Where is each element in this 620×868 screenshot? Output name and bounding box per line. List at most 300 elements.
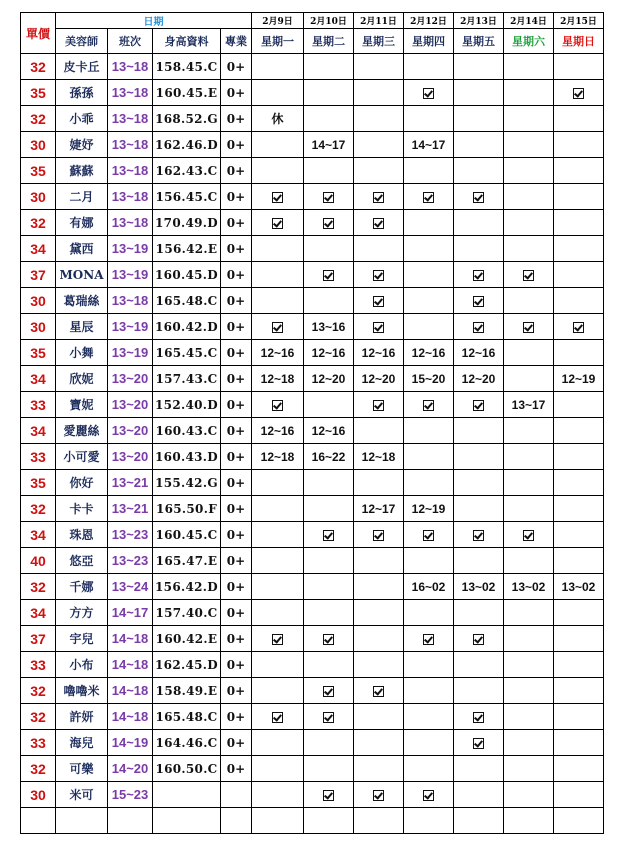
checkbox-cell — [304, 678, 354, 704]
day-slot-cell: 16~02 — [404, 574, 454, 600]
stylist-name-cell: 米可 — [56, 782, 108, 808]
price-cell: 33 — [21, 392, 56, 418]
weekday-tue: 星期二 — [304, 29, 354, 54]
stylist-name-cell: 葛瑞絲 — [56, 288, 108, 314]
day-slot-cell: 12~16 — [252, 418, 304, 444]
checked-box-icon — [473, 400, 484, 411]
checked-box-icon — [323, 712, 334, 723]
shift-cell: 13~18 — [108, 54, 153, 80]
shift-cell: 13~24 — [108, 574, 153, 600]
day-slot-cell — [304, 496, 354, 522]
spec-cell: 0+ — [221, 262, 252, 288]
table-row — [21, 262, 604, 288]
day-slot-cell — [404, 158, 454, 184]
price-cell: 30 — [21, 314, 56, 340]
height-cell: 156.42.D — [153, 574, 221, 600]
table-row — [21, 80, 604, 106]
checked-box-icon — [473, 270, 484, 281]
price-cell: 32 — [21, 574, 56, 600]
checkbox-cell — [454, 288, 504, 314]
col-header-spec: 專業 — [221, 29, 252, 54]
checked-box-icon — [573, 88, 584, 99]
table-row — [21, 210, 604, 236]
table-row — [21, 106, 604, 132]
price-cell: 33 — [21, 652, 56, 678]
height-cell: 162.46.D — [153, 132, 221, 158]
price-cell: 35 — [21, 158, 56, 184]
day-slot-cell — [404, 262, 454, 288]
checked-box-icon — [323, 270, 334, 281]
day-slot-cell — [554, 600, 604, 626]
date-header: 日期 — [56, 13, 252, 29]
day-slot-cell — [404, 730, 454, 756]
table-row — [21, 548, 604, 574]
day-slot-cell — [252, 652, 304, 678]
height-cell: 165.48.C — [153, 288, 221, 314]
day-slot-cell — [504, 704, 554, 730]
checkbox-cell — [454, 704, 504, 730]
table-row — [21, 184, 604, 210]
shift-cell: 14~18 — [108, 626, 153, 652]
checked-box-icon — [473, 192, 484, 203]
height-cell: 156.42.E — [153, 236, 221, 262]
height-cell: 157.43.C — [153, 366, 221, 392]
stylist-name-cell: 寶妮 — [56, 392, 108, 418]
checkbox-cell — [304, 782, 354, 808]
date-sat: 2月14日 — [504, 13, 554, 29]
price-cell: 34 — [21, 236, 56, 262]
day-slot-cell — [504, 756, 554, 782]
empty-cell — [108, 808, 153, 834]
checked-box-icon — [272, 322, 283, 333]
day-slot-cell — [404, 236, 454, 262]
checkbox-cell — [504, 262, 554, 288]
day-slot-cell: 12~16 — [354, 340, 404, 366]
day-slot-cell — [454, 418, 504, 444]
day-slot-cell — [404, 106, 454, 132]
day-slot-cell — [252, 522, 304, 548]
day-slot-cell — [554, 418, 604, 444]
stylist-name-cell: 珠恩 — [56, 522, 108, 548]
checkbox-cell — [304, 704, 354, 730]
price-cell: 32 — [21, 678, 56, 704]
day-slot-cell — [554, 210, 604, 236]
day-slot-cell — [504, 158, 554, 184]
weekday-thu: 星期四 — [404, 29, 454, 54]
day-slot-cell — [252, 678, 304, 704]
day-slot-cell — [504, 730, 554, 756]
day-slot-cell: 12~20 — [454, 366, 504, 392]
spec-cell: 0+ — [221, 678, 252, 704]
stylist-name-cell: 嚕嚕米 — [56, 678, 108, 704]
day-slot-cell — [454, 678, 504, 704]
day-slot-cell — [354, 756, 404, 782]
checked-box-icon — [373, 790, 384, 801]
checked-box-icon — [323, 790, 334, 801]
price-cell: 35 — [21, 340, 56, 366]
day-slot-cell: 12~19 — [554, 366, 604, 392]
day-slot-cell — [554, 548, 604, 574]
price-cell: 33 — [21, 730, 56, 756]
day-slot-cell — [252, 80, 304, 106]
checkbox-cell — [404, 184, 454, 210]
checked-box-icon — [323, 634, 334, 645]
stylist-name-cell: 愛麗絲 — [56, 418, 108, 444]
stylist-name-cell: 你好 — [56, 470, 108, 496]
day-slot-cell: 13~17 — [504, 392, 554, 418]
shift-cell: 13~19 — [108, 340, 153, 366]
day-slot-cell — [354, 54, 404, 80]
price-cell: 32 — [21, 756, 56, 782]
day-slot-cell — [354, 80, 404, 106]
spec-cell: 0+ — [221, 158, 252, 184]
spec-cell: 0+ — [221, 236, 252, 262]
day-slot-cell — [404, 704, 454, 730]
checkbox-cell — [252, 626, 304, 652]
checkbox-cell — [354, 314, 404, 340]
shift-cell: 13~23 — [108, 548, 153, 574]
checked-box-icon — [272, 712, 283, 723]
day-slot-cell — [304, 158, 354, 184]
table-row — [21, 496, 604, 522]
day-slot-cell — [554, 782, 604, 808]
spec-cell: 0+ — [221, 652, 252, 678]
day-slot-cell — [252, 756, 304, 782]
day-slot-cell — [554, 626, 604, 652]
shift-cell: 13~19 — [108, 314, 153, 340]
day-slot-cell — [504, 418, 554, 444]
table-row — [21, 340, 604, 366]
price-cell: 34 — [21, 366, 56, 392]
checked-box-icon — [272, 192, 283, 203]
day-slot-cell — [454, 756, 504, 782]
spec-cell: 0+ — [221, 106, 252, 132]
price-cell: 40 — [21, 548, 56, 574]
height-cell: 165.48.C — [153, 704, 221, 730]
height-cell: 162.45.D — [153, 652, 221, 678]
checkbox-cell — [354, 392, 404, 418]
weekday-sat: 星期六 — [504, 29, 554, 54]
day-slot-cell — [504, 600, 554, 626]
price-cell: 30 — [21, 184, 56, 210]
stylist-name-cell: 小舞 — [56, 340, 108, 366]
table-row — [21, 652, 604, 678]
day-slot-cell — [554, 236, 604, 262]
spec-cell: 0+ — [221, 418, 252, 444]
checked-box-icon — [473, 738, 484, 749]
checkbox-cell — [454, 730, 504, 756]
day-slot-cell — [504, 132, 554, 158]
spec-cell: 0+ — [221, 210, 252, 236]
day-slot-cell — [504, 652, 554, 678]
price-cell: 32 — [21, 704, 56, 730]
day-slot-cell — [454, 54, 504, 80]
checked-box-icon — [373, 270, 384, 281]
checked-box-icon — [373, 686, 384, 697]
day-slot-cell — [252, 782, 304, 808]
day-slot-cell — [554, 522, 604, 548]
header-row-labels — [21, 29, 604, 54]
spec-cell: 0+ — [221, 496, 252, 522]
shift-cell: 13~18 — [108, 106, 153, 132]
day-slot-cell: 16~22 — [304, 444, 354, 470]
spec-cell: 0+ — [221, 600, 252, 626]
day-slot-cell: 12~16 — [404, 340, 454, 366]
checkbox-cell — [304, 210, 354, 236]
day-slot-cell — [252, 496, 304, 522]
day-slot-cell — [504, 626, 554, 652]
price-cell: 32 — [21, 210, 56, 236]
table-row — [21, 236, 604, 262]
table-row — [21, 132, 604, 158]
stylist-name-cell: 小可愛 — [56, 444, 108, 470]
day-slot-cell — [404, 652, 454, 678]
checked-box-icon — [423, 530, 434, 541]
checkbox-cell — [404, 522, 454, 548]
empty-cell — [56, 808, 108, 834]
checkbox-cell — [252, 210, 304, 236]
empty-row — [21, 808, 604, 834]
price-cell: 34 — [21, 418, 56, 444]
checkbox-cell — [404, 782, 454, 808]
day-slot-cell — [252, 158, 304, 184]
height-cell: 158.45.C — [153, 54, 221, 80]
day-slot-cell — [554, 704, 604, 730]
day-slot-cell — [454, 236, 504, 262]
empty-cell — [21, 808, 56, 834]
day-slot-cell — [504, 782, 554, 808]
table-row — [21, 54, 604, 80]
checkbox-cell — [304, 626, 354, 652]
checked-box-icon — [423, 634, 434, 645]
day-slot-cell — [554, 392, 604, 418]
table-row — [21, 392, 604, 418]
spec-cell: 0+ — [221, 730, 252, 756]
stylist-name-cell: 黛西 — [56, 236, 108, 262]
checkbox-cell — [354, 184, 404, 210]
price-cell: 37 — [21, 626, 56, 652]
checked-box-icon — [323, 218, 334, 229]
day-slot-cell: 12~18 — [354, 444, 404, 470]
height-cell: 165.50.F — [153, 496, 221, 522]
height-cell — [153, 782, 221, 808]
height-cell: 160.43.C — [153, 418, 221, 444]
spec-cell: 0+ — [221, 80, 252, 106]
day-slot-cell — [404, 418, 454, 444]
shift-cell: 13~20 — [108, 392, 153, 418]
height-cell: 160.50.C — [153, 756, 221, 782]
shift-cell: 13~19 — [108, 262, 153, 288]
price-cell: 33 — [21, 444, 56, 470]
shift-cell: 14~20 — [108, 756, 153, 782]
day-slot-cell — [504, 80, 554, 106]
stylist-name-cell: 蘇蘇 — [56, 158, 108, 184]
day-slot-cell — [354, 626, 404, 652]
shift-cell: 13~18 — [108, 288, 153, 314]
day-slot-cell — [304, 548, 354, 574]
day-slot-cell — [504, 678, 554, 704]
col-header-height: 身高資料 — [153, 29, 221, 54]
day-slot-cell: 13~02 — [504, 574, 554, 600]
empty-cell — [454, 808, 504, 834]
day-slot-cell — [454, 80, 504, 106]
empty-cell — [554, 808, 604, 834]
day-slot-cell — [404, 600, 454, 626]
checked-box-icon — [473, 530, 484, 541]
day-slot-cell — [354, 574, 404, 600]
day-slot-cell — [252, 236, 304, 262]
day-slot-cell — [304, 730, 354, 756]
day-slot-cell — [304, 392, 354, 418]
height-cell: 152.40.D — [153, 392, 221, 418]
day-slot-cell — [252, 54, 304, 80]
day-slot-cell — [252, 288, 304, 314]
stylist-name-cell: MONA — [56, 262, 108, 288]
weekday-sun: 星期日 — [554, 29, 604, 54]
table-row — [21, 418, 604, 444]
day-slot-cell — [304, 652, 354, 678]
spec-cell: 0+ — [221, 54, 252, 80]
date-tue: 2月10日 — [304, 13, 354, 29]
shift-cell: 14~19 — [108, 730, 153, 756]
day-slot-cell — [554, 54, 604, 80]
table-row — [21, 444, 604, 470]
day-slot-cell — [304, 600, 354, 626]
day-slot-cell — [354, 730, 404, 756]
table-row — [21, 288, 604, 314]
checkbox-cell — [404, 626, 454, 652]
spec-cell: 0+ — [221, 444, 252, 470]
height-cell: 160.45.C — [153, 522, 221, 548]
stylist-name-cell: 星辰 — [56, 314, 108, 340]
day-slot-cell — [554, 106, 604, 132]
stylist-name-cell: 欣妮 — [56, 366, 108, 392]
day-slot-cell — [504, 210, 554, 236]
checked-box-icon — [423, 88, 434, 99]
day-slot-cell: 12~16 — [454, 340, 504, 366]
shift-cell: 14~18 — [108, 678, 153, 704]
day-slot-cell — [504, 236, 554, 262]
day-slot-cell — [404, 756, 454, 782]
stylist-name-cell: 千娜 — [56, 574, 108, 600]
table-row — [21, 366, 604, 392]
day-slot-cell: 13~02 — [554, 574, 604, 600]
table-row — [21, 756, 604, 782]
table-row — [21, 626, 604, 652]
stylist-name-cell: 婕妤 — [56, 132, 108, 158]
empty-cell — [221, 808, 252, 834]
weekday-fri: 星期五 — [454, 29, 504, 54]
day-slot-cell: 14~17 — [304, 132, 354, 158]
price-cell: 30 — [21, 288, 56, 314]
checked-box-icon — [323, 686, 334, 697]
price-cell: 35 — [21, 80, 56, 106]
spec-cell: 0+ — [221, 366, 252, 392]
day-slot-cell — [404, 314, 454, 340]
empty-cell — [504, 808, 554, 834]
day-slot-cell: 12~19 — [404, 496, 454, 522]
day-slot-cell — [554, 184, 604, 210]
height-cell: 162.43.C — [153, 158, 221, 184]
day-slot-cell — [554, 678, 604, 704]
checked-box-icon — [473, 296, 484, 307]
checked-box-icon — [272, 400, 283, 411]
day-slot-cell — [304, 288, 354, 314]
spec-cell: 0+ — [221, 314, 252, 340]
day-slot-cell — [504, 184, 554, 210]
checked-box-icon — [373, 192, 384, 203]
day-slot-cell: 12~20 — [354, 366, 404, 392]
day-slot-cell — [304, 756, 354, 782]
spec-cell: 0+ — [221, 756, 252, 782]
day-slot-cell — [504, 496, 554, 522]
spec-cell: 0+ — [221, 340, 252, 366]
shift-cell: 13~18 — [108, 80, 153, 106]
spec-cell: 0+ — [221, 704, 252, 730]
day-slot-cell — [454, 470, 504, 496]
day-slot-cell — [354, 652, 404, 678]
checked-box-icon — [573, 322, 584, 333]
checked-box-icon — [423, 192, 434, 203]
checked-box-icon — [373, 218, 384, 229]
checked-box-icon — [323, 530, 334, 541]
day-slot-cell — [354, 600, 404, 626]
checkbox-cell — [304, 522, 354, 548]
day-slot-cell — [454, 600, 504, 626]
table-row — [21, 522, 604, 548]
day-slot-cell — [554, 652, 604, 678]
height-cell: 160.43.D — [153, 444, 221, 470]
shift-cell: 13~18 — [108, 184, 153, 210]
day-slot-cell — [354, 470, 404, 496]
height-cell: 165.45.C — [153, 340, 221, 366]
day-slot-cell — [504, 444, 554, 470]
checked-box-icon — [523, 270, 534, 281]
day-slot-cell — [504, 54, 554, 80]
table-row — [21, 470, 604, 496]
checkbox-cell — [404, 80, 454, 106]
checked-box-icon — [523, 530, 534, 541]
date-mon: 2月9日 — [252, 13, 304, 29]
spec-cell: 0+ — [221, 548, 252, 574]
day-slot-cell — [554, 262, 604, 288]
day-slot-cell — [554, 444, 604, 470]
spec-cell: 0+ — [221, 392, 252, 418]
day-slot-cell — [504, 470, 554, 496]
stylist-name-cell: 小乖 — [56, 106, 108, 132]
empty-cell — [252, 808, 304, 834]
checked-box-icon — [373, 530, 384, 541]
height-cell: 157.40.C — [153, 600, 221, 626]
empty-cell — [304, 808, 354, 834]
checkbox-cell — [354, 522, 404, 548]
checked-box-icon — [473, 712, 484, 723]
stylist-name-cell: 可樂 — [56, 756, 108, 782]
height-cell: 160.45.E — [153, 80, 221, 106]
empty-cell — [354, 808, 404, 834]
day-slot-cell — [504, 340, 554, 366]
day-slot-cell: 12~18 — [252, 366, 304, 392]
date-fri: 2月13日 — [454, 13, 504, 29]
day-slot-cell: 13~02 — [454, 574, 504, 600]
table-row — [21, 158, 604, 184]
spec-cell: 0+ — [221, 470, 252, 496]
stylist-name-cell: 方方 — [56, 600, 108, 626]
day-slot-cell — [454, 496, 504, 522]
price-cell: 32 — [21, 106, 56, 132]
day-slot-cell — [554, 756, 604, 782]
day-slot-cell — [554, 132, 604, 158]
